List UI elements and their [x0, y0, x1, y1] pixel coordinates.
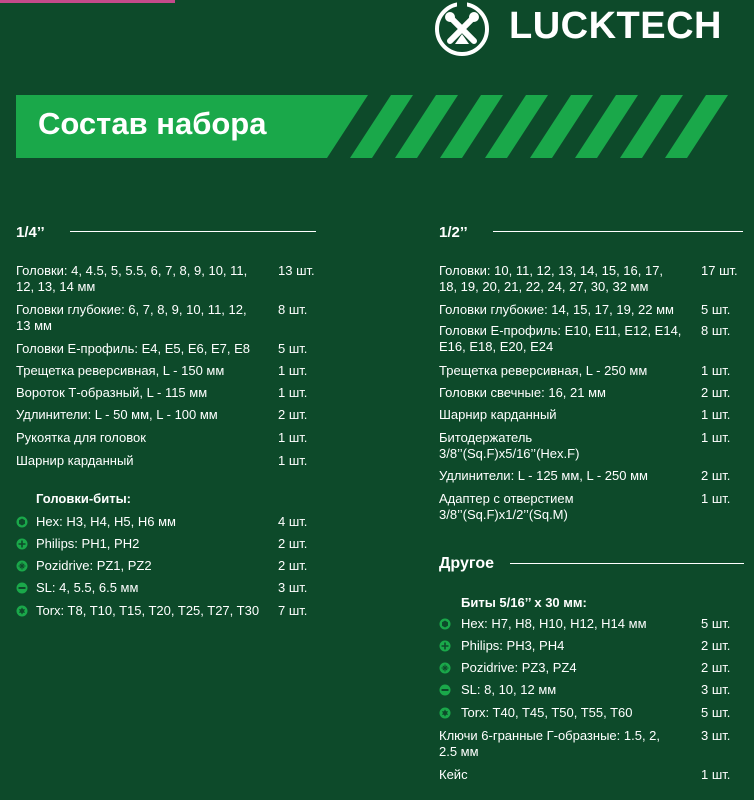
- pozidrive-icon: [439, 662, 451, 674]
- torx-icon: [16, 605, 28, 617]
- bits-heading: Головки-биты:: [36, 491, 132, 506]
- hex-icon: [16, 516, 28, 528]
- brand-name: LUCKTECH: [509, 5, 722, 47]
- hex-icon: [439, 618, 451, 630]
- brand-logo: [433, 0, 754, 58]
- section-heading-other: Другое: [439, 555, 494, 572]
- torx-icon: [439, 707, 451, 719]
- section-rule: [493, 231, 743, 232]
- section-rule: [70, 231, 316, 232]
- page-title: Состав набора: [38, 106, 267, 141]
- crossed-wrenches-icon: [433, 0, 491, 58]
- section-rule: [510, 563, 744, 564]
- phillips-icon: [439, 640, 451, 652]
- phillips-icon: [16, 538, 28, 550]
- slotted-icon: [16, 582, 28, 594]
- bits-heading: Биты 5/16’’ х 30 мм:: [461, 595, 587, 610]
- top-accent-stripe: [0, 0, 175, 3]
- section-heading-half: 1/2’’: [439, 224, 468, 241]
- slotted-icon: [439, 684, 451, 696]
- section-heading-quarter: 1/4’’: [16, 224, 45, 241]
- pozidrive-icon: [16, 560, 28, 572]
